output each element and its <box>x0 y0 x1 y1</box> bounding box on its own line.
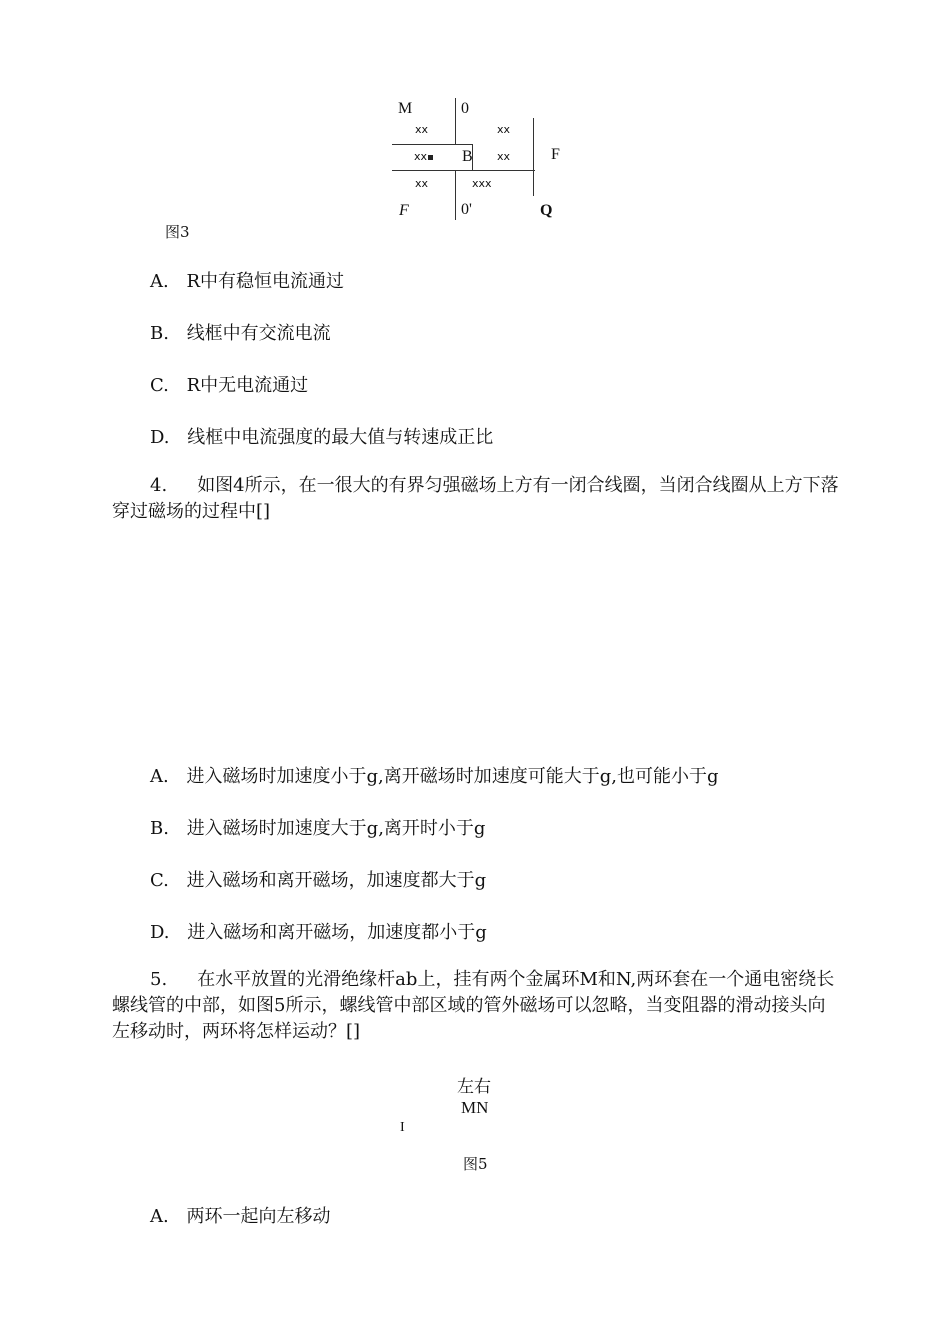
option-letter: A. <box>150 271 169 292</box>
fig3-axis-top <box>455 98 456 144</box>
option-letter: A. <box>150 1206 169 1227</box>
option-letter: C. <box>150 870 169 891</box>
fig5-caption: 图5 <box>463 1155 488 1173</box>
question-text: 在水平放置的光滑绝缘杆ab上，挂有两个金属环M和N,两环套在一个通电密绕长螺线管的中部，如图5所示，螺线管中部区域的管外磁场可以忽略，当变阻器的滑动接头向左移动时，两环将怎样运动？[] <box>112 969 835 1042</box>
option-letter: B. <box>150 818 169 839</box>
fig3-label-o: 0 <box>461 100 469 117</box>
fig3-label-f-left: F <box>399 202 409 219</box>
q3-option-b <box>150 319 331 345</box>
fig5-mn: MN <box>461 1098 489 1117</box>
fig3-label-o-prime: 0' <box>461 201 472 218</box>
q3-option-a <box>150 267 344 293</box>
option-text: 进入磁场时加速度大于g,离开时小于g <box>186 818 486 839</box>
fig3-dot <box>428 155 433 160</box>
fig3-frame-bottom <box>392 170 535 171</box>
q4-option-c <box>150 866 486 892</box>
question-4 <box>112 473 842 525</box>
fig3-field-mark: xx <box>497 150 511 163</box>
q3-option-d <box>150 423 493 449</box>
fig3-field-mark: xx <box>414 150 428 163</box>
question-number: 4. <box>150 475 168 496</box>
option-text: 两环一起向左移动 <box>186 1206 331 1227</box>
fig3-axis-bottom <box>455 170 456 220</box>
fig5-current-i: I <box>400 1120 405 1135</box>
option-text: 进入磁场和离开磁场，加速度都大于g <box>186 870 487 891</box>
q5-option-a <box>150 1202 330 1228</box>
question-text: 如图4所示，在一很大的有界匀强磁场上方有一闭合线圈，当闭合线圈从上方下落穿过磁场的过程中[] <box>112 475 839 522</box>
fig3-rail-right <box>533 118 534 196</box>
option-letter: A. <box>150 766 169 787</box>
q4-option-a <box>150 762 718 788</box>
fig3-label-m: M <box>398 100 413 117</box>
fig3-frame-top <box>392 144 472 145</box>
option-letter: C. <box>150 375 169 396</box>
fig3-field-mark: xx <box>415 123 429 136</box>
question-5 <box>112 967 842 1045</box>
fig3-field-mark: xx <box>497 123 511 136</box>
option-letter: D. <box>150 427 170 448</box>
fig3-label-f-right: F <box>551 146 560 163</box>
fig3-label-b: B <box>462 148 473 165</box>
q3-option-c <box>150 371 308 397</box>
option-text: 线框中有交流电流 <box>186 323 331 344</box>
fig3-label-q: Q <box>540 202 553 219</box>
fig3-field-mark: xxx <box>472 177 492 190</box>
option-text: R中有稳恒电流通过 <box>186 271 345 292</box>
fig3-caption: 图3 <box>165 223 190 241</box>
option-text: 进入磁场和离开磁场，加速度都小于g <box>187 922 487 943</box>
question-number: 5. <box>150 969 168 990</box>
fig5-left-right: 左右 <box>457 1077 491 1096</box>
option-text: 进入磁场时加速度小于g,离开磁场时加速度可能大于g,也可能小于g <box>186 766 719 787</box>
q4-option-d <box>150 918 487 944</box>
q4-option-b <box>150 814 485 840</box>
option-letter: B. <box>150 323 169 344</box>
option-text: R中无电流通过 <box>186 375 309 396</box>
option-letter: D. <box>150 922 170 943</box>
fig3-field-mark: xx <box>415 177 429 190</box>
option-text: 线框中电流强度的最大值与转速成正比 <box>187 427 494 448</box>
